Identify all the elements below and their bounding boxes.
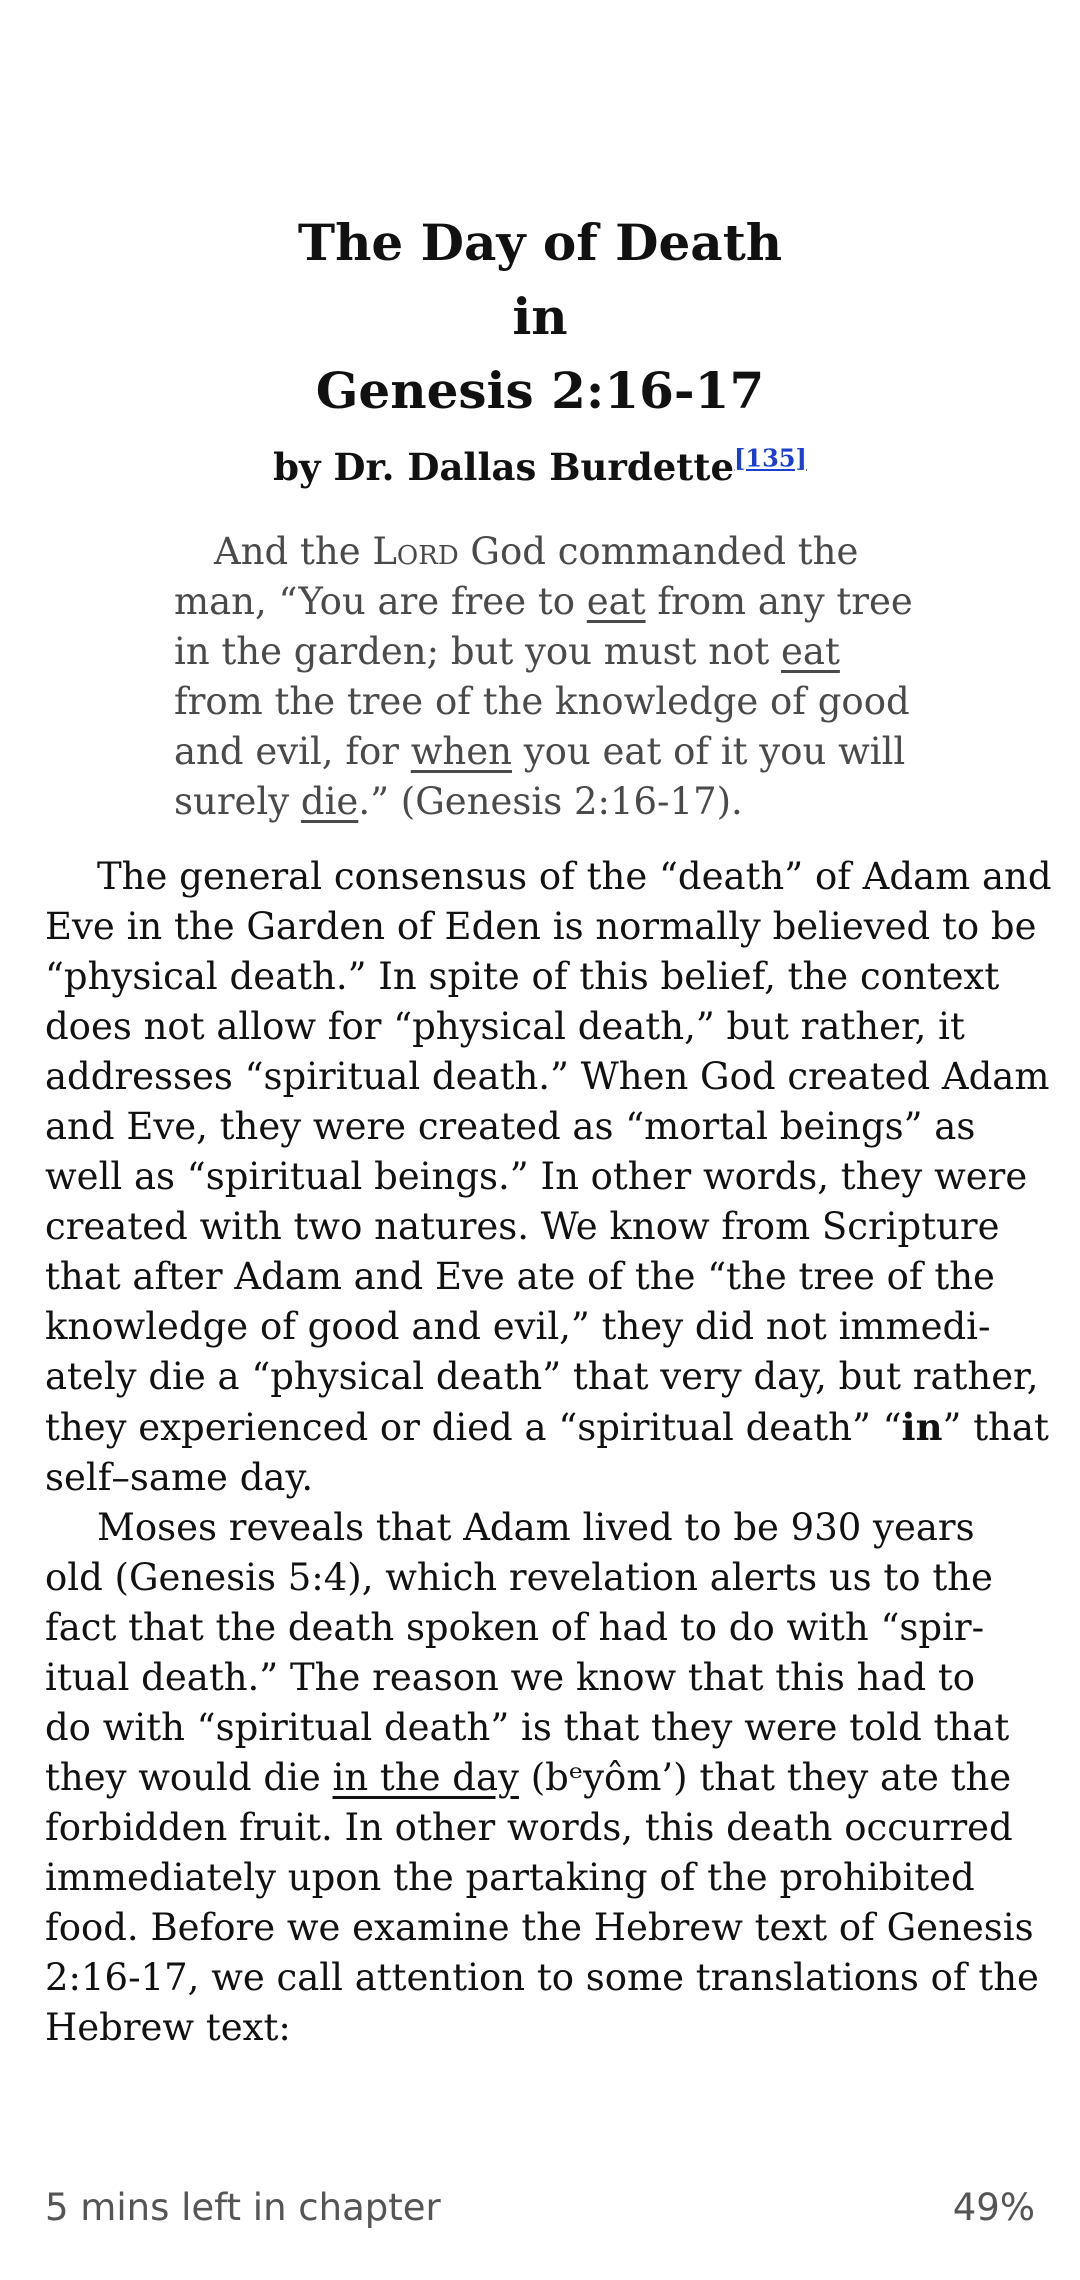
quote-text: from any tree xyxy=(645,580,913,623)
underlined-phrase: in the day xyxy=(332,1756,519,1799)
body-line: ately die a “physical death” that very day, but rather, xyxy=(45,1355,1039,1398)
quote-text: you eat of it you will xyxy=(511,730,906,773)
body-text-span: ” that xyxy=(942,1406,1049,1449)
body-line: 2:16-17, we call attention to some translations of the xyxy=(45,1956,1039,1999)
quote-text: God commanded the xyxy=(458,530,859,573)
body-text-span: they would die xyxy=(45,1756,333,1799)
title-line-1: The Day of Death xyxy=(297,213,783,272)
body-line xyxy=(45,1753,1055,1803)
body-line: The general consensus of the “death” of Adam and xyxy=(97,855,1052,898)
paragraph-1 xyxy=(45,852,1055,1503)
quote-line xyxy=(174,777,914,827)
body-line: Hebrew text: xyxy=(45,2006,291,2049)
body-line: well as “spiritual beings.” In other words, they were xyxy=(45,1155,1028,1198)
body-line: do with “spiritual death” is that they were told that xyxy=(45,1706,1010,1749)
quote-line xyxy=(174,627,914,677)
body-line: Moses reveals that Adam lived to be 930 years xyxy=(97,1506,975,1549)
title-line-3: Genesis 2:16-17 xyxy=(315,361,765,420)
chapter-title xyxy=(0,206,1080,428)
quote-line xyxy=(174,527,914,577)
quote-text: in the garden; but you must not xyxy=(174,630,782,673)
quote-text: .” (Genesis 2:16-17). xyxy=(358,780,743,823)
time-left-label[interactable]: 5 mins left in chapter xyxy=(45,2186,441,2229)
bold-word: in xyxy=(901,1405,943,1449)
footnote-link[interactable]: [135] xyxy=(734,443,807,473)
quote-text: man, “You are free to xyxy=(174,580,587,623)
body-line: immediately upon the partaking of the prohibited xyxy=(45,1856,975,1899)
quote-line: from the tree of the knowledge of good xyxy=(174,680,910,723)
quote-line xyxy=(174,577,914,627)
body-line: self–same day. xyxy=(45,1456,314,1499)
quote-line xyxy=(174,727,914,777)
body-text xyxy=(45,852,1055,2053)
body-line: Eve in the Garden of Eden is normally believed to be xyxy=(45,905,1037,948)
reading-progress-footer[interactable] xyxy=(45,2186,1035,2236)
progress-percent: 49% xyxy=(952,2186,1035,2229)
body-line: addresses “spiritual death.” When God created Adam xyxy=(45,1055,1050,1098)
body-line: old (Genesis 5:4), which revelation alerts us to the xyxy=(45,1556,993,1599)
quote-text: surely xyxy=(174,780,301,823)
scripture-quote xyxy=(174,527,914,827)
quote-text: and evil, for xyxy=(174,730,411,773)
quote-underlined-word: when xyxy=(410,730,512,773)
body-line: and Eve, they were created as “mortal beings” as xyxy=(45,1105,976,1148)
quote-underlined-word: eat xyxy=(781,630,840,673)
body-line: forbidden fruit. In other words, this death occurred xyxy=(45,1806,1013,1849)
body-line: created with two natures. We know from Scripture xyxy=(45,1205,1000,1248)
author-byline xyxy=(0,442,1080,492)
body-line: that after Adam and Eve ate of the “the tree of the xyxy=(45,1255,995,1298)
body-line: fact that the death spoken of had to do with “spir- xyxy=(45,1606,985,1649)
quote-text: And the xyxy=(214,530,373,573)
body-line xyxy=(45,1402,1055,1453)
body-line: knowledge of good and evil,” they did not immedi- xyxy=(45,1305,991,1348)
quote-underlined-word: eat xyxy=(586,580,646,623)
quote-underlined-word: die xyxy=(300,780,359,823)
author-name: by Dr. Dallas Burdette xyxy=(273,445,735,489)
paragraph-2 xyxy=(45,1503,1055,2053)
body-line: “physical death.” In spite of this belief, the context xyxy=(45,955,1000,998)
body-line: does not allow for “physical death,” but rather, it xyxy=(45,1005,965,1048)
body-line: itual death.” The reason we know that this had to xyxy=(45,1656,976,1699)
body-text-span: (bᵉyôm’) that they ate the xyxy=(518,1756,1012,1799)
body-text-span: they experienced or died a “spiritual death” “ xyxy=(45,1406,902,1449)
body-line: food. Before we examine the Hebrew text of Genesis xyxy=(45,1906,1034,1949)
quote-lord: Lord xyxy=(372,530,459,573)
title-line-2: in xyxy=(512,287,568,346)
